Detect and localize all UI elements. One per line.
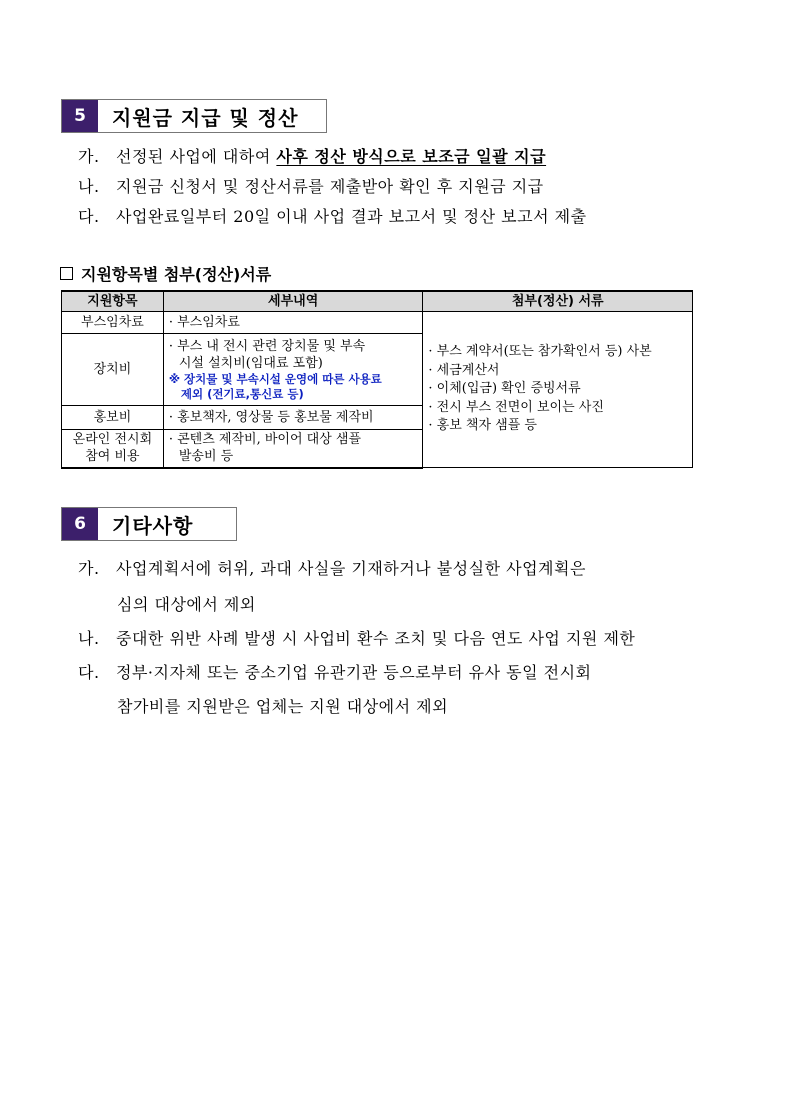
item-text: 사업완료일부터 20일 이내 사업 결과 보고서 및 정산 보고서 제출 [116,207,587,226]
table-cell-detail [163,334,423,406]
list-item: · 이체(입금) 확인 증빙서류 [428,381,581,397]
checkbox-icon [60,267,73,280]
item-line: 온라인 전시회 [72,432,153,448]
documents-list [428,343,687,436]
section-5-number: 5 [62,100,98,132]
item-text: 선정된 사업에 대하여 [116,147,277,166]
section-5-item-c [78,204,587,227]
column-header: 지원항목 [62,291,164,312]
note [169,372,418,402]
table-cell-detail: · 홍보책자, 영상물 등 홍보물 제작비 [163,406,423,430]
list-item: · 홍보 책자 샘플 등 [428,418,537,434]
table-cell-item: 장치비 [62,334,164,406]
item-text: 정부·지자체 또는 중소기업 유관기관 등으로부터 유사 동일 전시회 [116,663,592,682]
section-5-item-a [78,144,546,167]
section-6-item-a-cont: 심의 대상에서 제외 [117,595,256,614]
section-6-item-b [78,626,635,649]
attachments-table [61,290,693,469]
table-cell-item: 홍보비 [62,406,164,430]
item-marker: 다. [78,207,100,226]
section-6-title: 기타사항 [112,513,194,538]
item-marker: 다. [78,663,100,682]
item-text: 사업계획서에 허위, 과대 사실을 기재하거나 불성실한 사업계획은 [116,559,586,578]
item-marker: 가. [78,559,100,578]
section-6-item-c-cont: 참가비를 지원받은 업체는 지원 대상에서 제외 [117,697,449,716]
section-5-title: 지원금 지급 및 정산 [112,105,299,130]
table-cell-item: 부스임차료 [62,312,164,334]
column-header: 세부내역 [163,291,423,312]
section-6-item-c [78,660,592,683]
table-cell-item [62,430,164,468]
item-text: 중대한 위반 사례 발생 시 사업비 환수 조치 및 다음 연도 사업 지원 제한 [116,629,636,648]
item-emphasis: 사후 정산 방식으로 보조금 일괄 지급 [276,147,547,166]
item-marker: 나. [78,629,100,648]
table-cell-documents [423,312,693,468]
attachments-heading-text: 지원항목별 첨부(정산)서류 [81,265,272,284]
detail-line: · 콘텐츠 제작비, 바이어 대상 샘플 [168,432,362,448]
item-marker: 나. [78,177,100,196]
table-cell-detail: · 부스임차료 [163,312,423,334]
section-6-number: 6 [62,508,98,540]
item-marker: 가. [78,147,100,166]
list-item: · 부스 계약서(또는 참가확인서 등) 사본 [428,344,652,360]
list-item: · 전시 부스 전면이 보이는 사진 [428,399,604,415]
section-6-item-a [78,556,586,579]
item-line: 참여 비용 [85,449,140,465]
note-line: ※ 장치물 및 부속시설 운영에 따른 사용료 [168,371,382,386]
list-item: · 세금계산서 [428,362,500,378]
item-text: 지원금 신청서 및 정산서류를 제출받아 확인 후 지원금 지급 [116,177,544,196]
note-line: 제외 (전기료,통신료 등) [180,386,304,401]
column-header: 첨부(정산) 서류 [423,291,693,312]
detail-line: · 부스 내 전시 관련 장치물 및 부속 [168,338,366,354]
detail-line: 시설 설치비(임대료 포함) [178,355,323,371]
attachments-heading [60,262,271,285]
table-row [62,312,693,334]
section-6-header [61,507,237,541]
section-5-header [61,99,327,133]
detail-line: 발송비 등 [178,449,234,465]
table-cell-detail [163,430,423,468]
table-header-row [62,291,693,312]
section-5-item-b [78,174,544,197]
